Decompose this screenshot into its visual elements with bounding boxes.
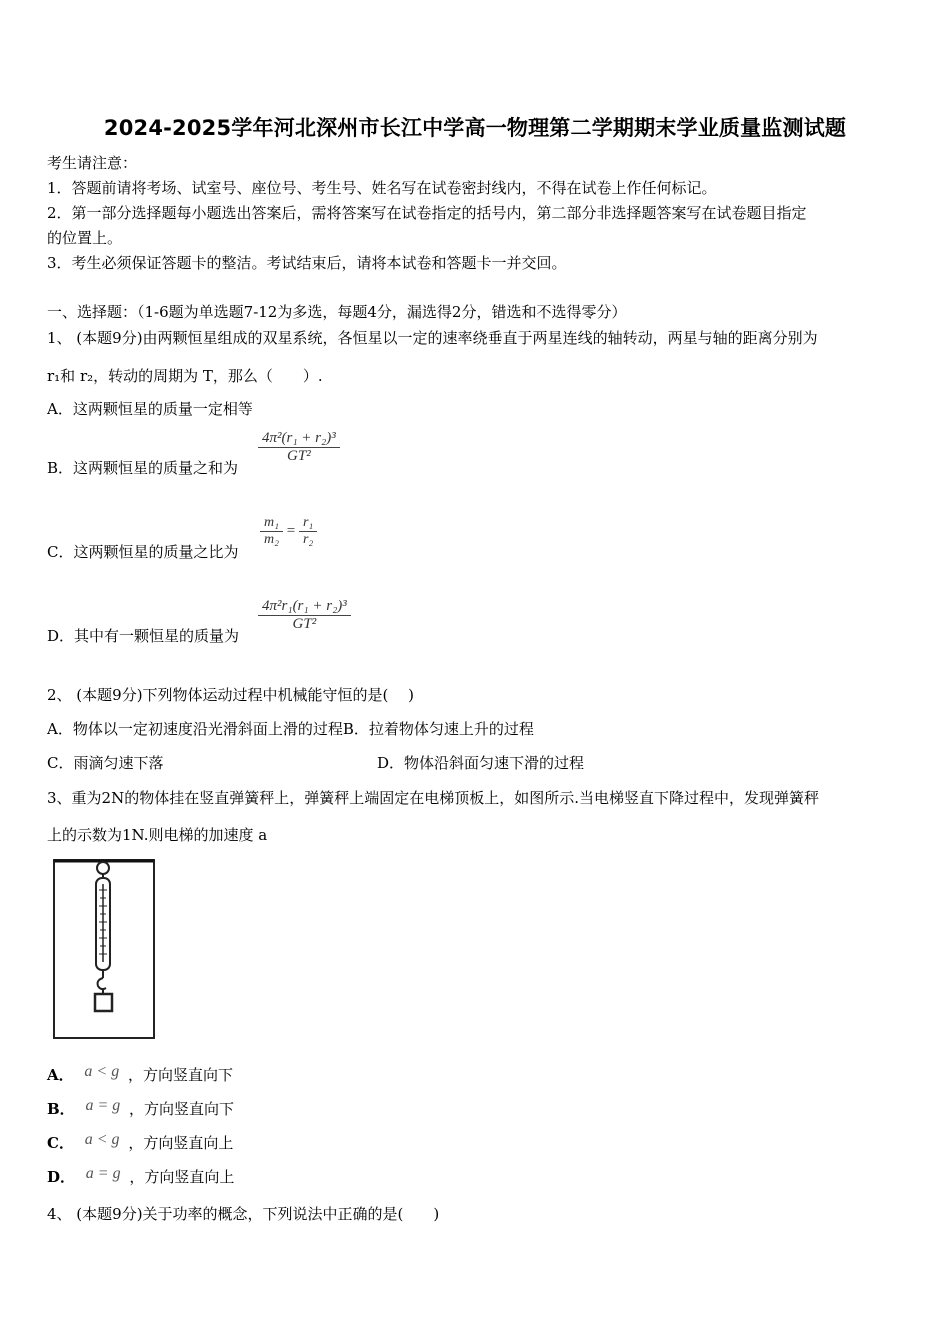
notice-item-2-cont: 的位置上。 — [47, 229, 123, 247]
q3-option-d-text: ，方向竖直向上 — [129, 1168, 235, 1186]
q1-option-c: C．这两颗恒星的质量之比为 — [47, 543, 239, 561]
q1-c-equals: = — [286, 523, 296, 539]
q1-option-c-formula — [260, 515, 317, 548]
spring-scale-diagram — [52, 858, 156, 1040]
q1-b-denominator: GT² — [287, 448, 311, 464]
q1-option-d: D．其中有一颗恒星的质量为 — [47, 627, 240, 645]
q1-option-a: A．这两颗恒星的质量一定相等 — [47, 400, 253, 418]
q2-stem: 2、 (本题9分)下列物体运动过程中机械能守恒的是( ) — [47, 686, 415, 704]
q1-stem-cont: r₁和 r₂，转动的周期为 T，那么（ ）. — [47, 367, 323, 385]
q1-option-d-formula — [258, 598, 351, 633]
q2-option-d: D．物体沿斜面匀速下滑的过程 — [377, 754, 585, 772]
q3-option-a-math: a < g — [84, 1063, 120, 1080]
q3-option-b-math: a = g — [85, 1097, 121, 1114]
q3-option-b-label: B． — [47, 1100, 75, 1118]
q1-c-lhs-num: m₁ — [260, 515, 283, 532]
q1-c-rhs-num: r₁ — [299, 515, 317, 532]
q3-option-d-label: D． — [47, 1168, 76, 1186]
q3-option-a-label: A． — [47, 1066, 74, 1084]
q3-option-d — [47, 1166, 234, 1187]
q1-stem: 1、 (本题9分)由两颗恒星组成的双星系统，各恒星以一定的速率绕垂直于两星连线的轴转动，两星与轴的距离分别为 — [47, 329, 818, 347]
q2-option-ab: A．物体以一定初速度沿光滑斜面上滑的过程B．拉着物体匀速上升的过程 — [47, 720, 534, 738]
q3-option-d-math: a = g — [85, 1165, 121, 1182]
q3-option-a — [47, 1064, 233, 1085]
notice-item-2: 2．第一部分选择题每小题选出答案后，需将答案写在试卷指定的括号内，第二部分非选择题答案写在试卷题目指定 — [47, 204, 807, 222]
section-heading: 一、选择题：（1-6题为单选题7-12为多选，每题4分，漏选得2分，错选和不选得零分） — [47, 303, 627, 321]
q1-b-numerator: 4π²(r₁ + r₂)³ — [258, 430, 340, 448]
q1-option-b-formula — [258, 430, 340, 465]
page-title: 2024-2025学年河北深州市长江中学高一物理第二学期期末学业质量监测试题 — [103, 116, 847, 140]
spring-scale-figure — [52, 858, 156, 1040]
q3-option-b — [47, 1098, 234, 1119]
q1-c-lhs-den: m₂ — [264, 532, 279, 547]
q3-stem: 3、重为2N的物体挂在竖直弹簧秤上，弹簧秤上端固定在电梯顶板上，如图所示.当电梯竖直下降过程中，发现弹簧秤 — [47, 789, 819, 807]
q3-option-c — [47, 1132, 233, 1153]
notice-item-1: 1．答题前请将考场、试室号、座位号、考生号、姓名写在试卷密封线内，不得在试卷上作任何标记。 — [47, 179, 717, 197]
weight-block — [95, 994, 112, 1011]
notice-item-3: 3．考生必须保证答题卡的整洁。考试结束后，请将本试卷和答题卡一并交回。 — [47, 254, 567, 272]
q3-option-c-text: ，方向竖直向上 — [128, 1134, 234, 1152]
q2-option-c: C．雨滴匀速下落 — [47, 754, 164, 772]
q1-d-numerator: 4π²r₁(r₁ + r₂)³ — [258, 598, 351, 616]
q1-d-denominator: GT² — [292, 616, 317, 632]
q4-stem: 4、 (本题9分)关于功率的概念，下列说法中正确的是( ) — [47, 1205, 440, 1223]
q1-c-rhs-den: r₂ — [302, 532, 314, 547]
hook — [98, 978, 106, 989]
q1-option-b: B．这两颗恒星的质量之和为 — [47, 459, 239, 477]
q3-option-b-text: ，方向竖直向下 — [129, 1100, 235, 1118]
top-ring — [97, 862, 109, 874]
q3-option-c-math: a < g — [84, 1131, 120, 1148]
q3-option-c-label: C． — [47, 1134, 74, 1152]
q3-option-a-text: ，方向竖直向下 — [128, 1066, 234, 1084]
notice-heading: 考生请注意： — [47, 154, 138, 172]
q3-stem-cont: 上的示数为1N.则电梯的加速度 a — [47, 826, 268, 844]
